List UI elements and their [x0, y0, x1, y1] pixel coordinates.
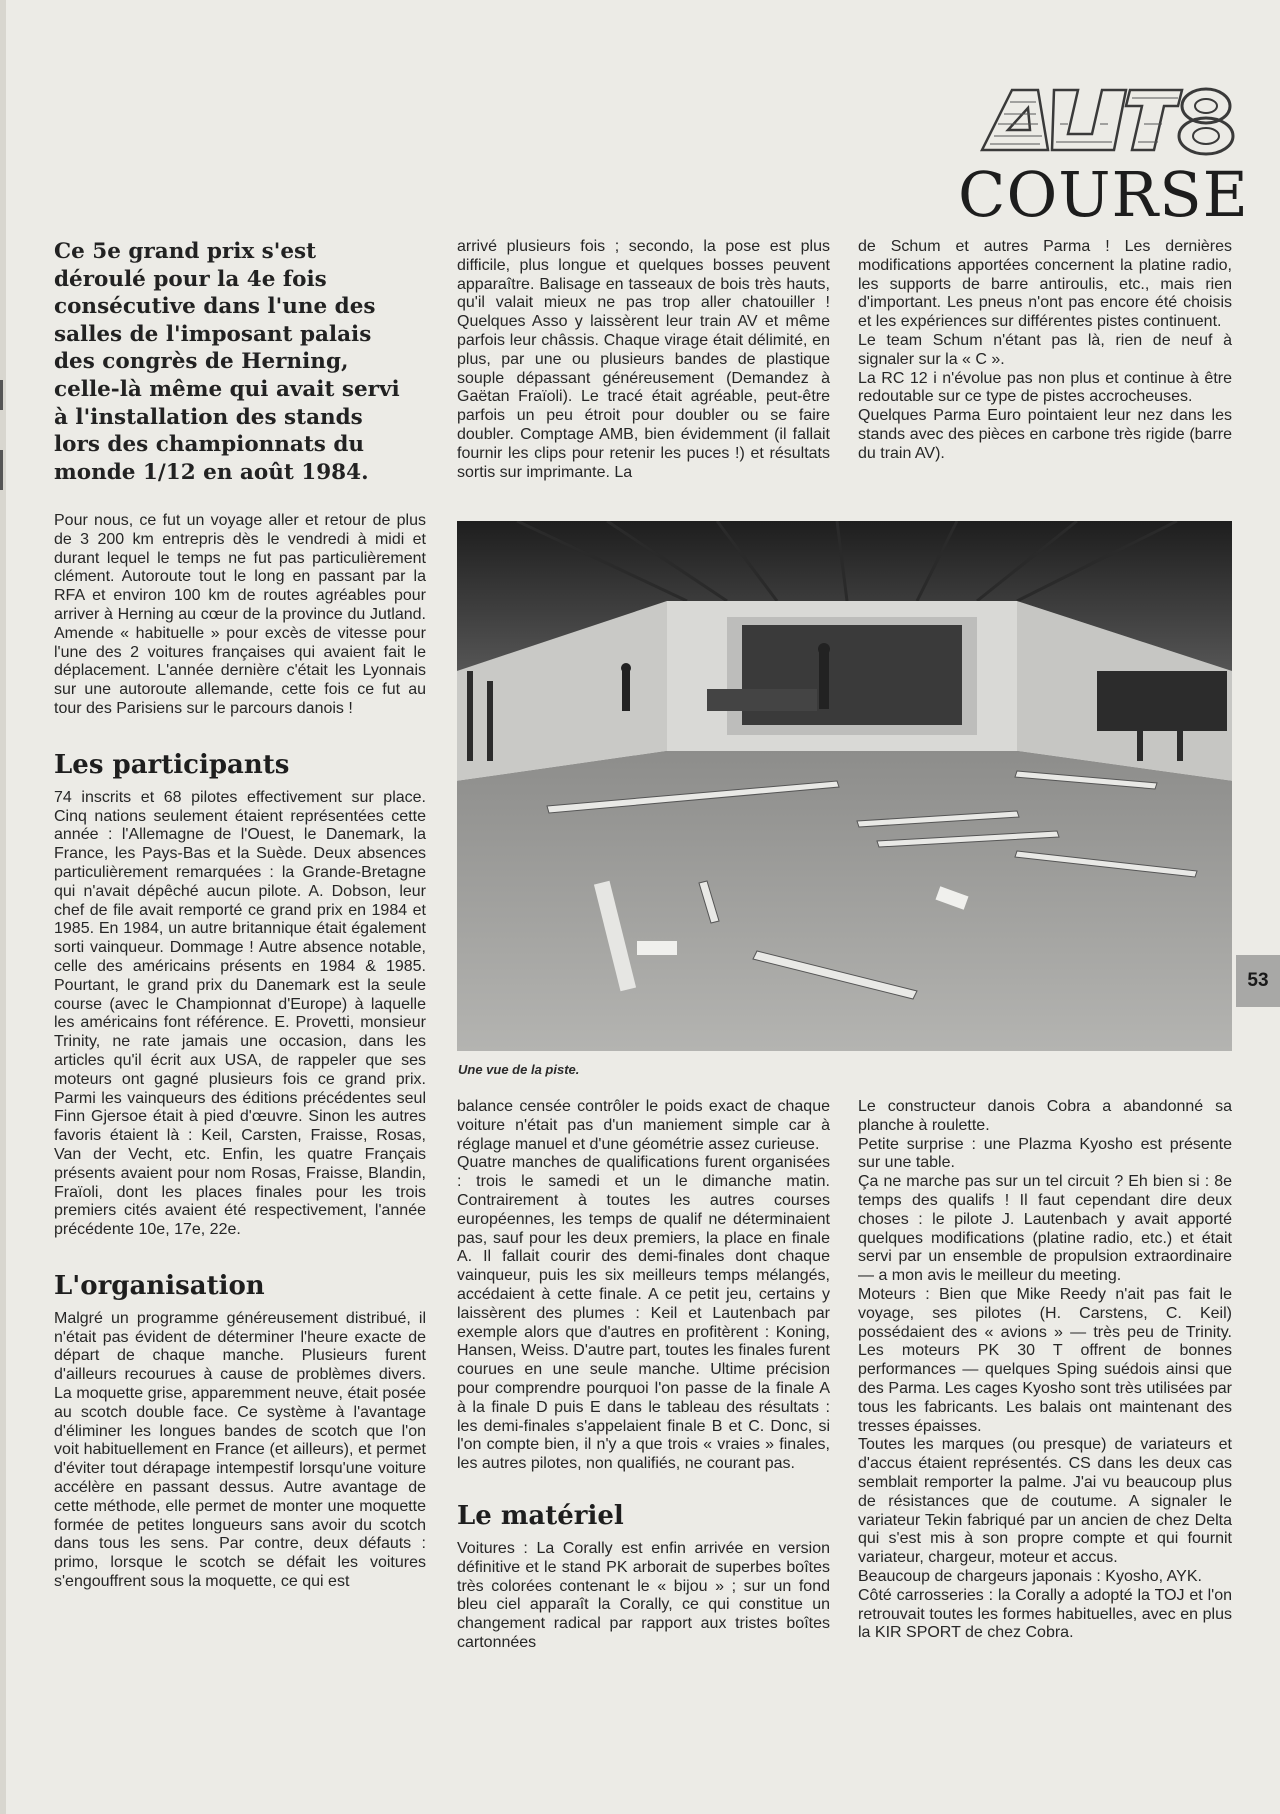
column-middle-paragraph: Quatre manches de qualifications furent organisées : trois le samedi et un le dimanche matin. Contrairement à toutes les autres courses européennes, les temps de qualif ne déterminaient pas, sauf pour les deux premiers, la place en finale A. Il fallait courir des demi-finales dont chaque vainqueur, puis les six meilleurs temps mélangés, accédaient à cette finale. A ce petit jeu, certains y laissèrent des plumes : Keil et Lautenbach par exemple alors que d'autres en profitèrent : Koning, Hansen, Weiss. D'autre part, toutes les finales furent courues en une seule manche. Ultime précision pour comprendre pourquoi l'on passe de la finale A à la finale D puis E dans le tableau des résultats : les demi-finales s'appelaient finale B et C. Donc, si l'on compte bien, il n'y a que trois « vraies » finales, les autres pilotes, non qualifiés, ne courant pas. — [457, 1154, 830, 1473]
lead-line: lors des championnats du — [54, 432, 365, 458]
column-right-top — [858, 238, 1232, 464]
track-photo-graphic — [457, 521, 1232, 1051]
column-right-paragraph: de Schum et autres Parma ! Les dernières modifications apportées concernent la platine radio, les supports de barre antiroulis, etc., mais rien d'important. Les pneus n'ont pas encore été choisis et les expériences sur différentes pistes continuent. — [858, 238, 1232, 331]
lead-line: à l'installation des stands — [54, 404, 363, 430]
organisation-paragraph: Malgré un programme généreusement distribué, il n'était pas évident de déterminer l'heure exacte de départ de chaque manche. Plusieurs furent d'ailleurs recourues à cause de problèmes divers. La moquette grise, apparemment neuve, était posée au scotch double face. Ce système à l'avantage d'éliminer les longues bandes de scotch que l'on voit habituellement en France (et ailleurs), et permet d'éviter tout dérapage intempestif lorsqu'une voiture accélère en passant dessus. Autre avantage de cette méthode, elle permet de monter une moquette formée de petites longueurs sans avoir du scotch dans tous les sens. Par contre, deux défauts : primo, lorsque le scotch se défait les voitures s'engouffrent sous la moquette, ce qui est — [54, 1309, 426, 1591]
binding-mark — [0, 380, 3, 410]
column-right-paragraph: Petite surprise : une Plazma Kyosho est présente sur une table. — [858, 1135, 1232, 1172]
intro-paragraph: Pour nous, ce fut un voyage aller et retour de plus de 3 200 km entrepris dès le vendredi à midi et durant lequel le temps ne fut pas particulièrement clément. Autoroute tout le long en passant par la RFA et environ 100 km de routes agréables pour arriver à Herning au cœur de la province du Jutland. Amende « habituelle » pour excès de vitesse pour l'une des 2 voitures françaises qui avaient fait le déplacement. L'année dernière c'était les Lyonnais sur une autoroute allemande, cette fois ce fut au tour des Parisiens sur le parcours danois ! — [54, 512, 426, 717]
auto8-logo — [968, 84, 1236, 156]
column-middle-top — [457, 238, 830, 482]
lead-paragraph — [54, 238, 404, 486]
lead-line: monde 1/12 en août 1984. — [54, 459, 369, 485]
column-left — [54, 512, 426, 1592]
lead-line: celle-là même qui avait servi — [54, 376, 400, 402]
page-number: 53 — [1236, 955, 1280, 1007]
participants-paragraph: 74 inscrits et 68 pilotes effectivement sur place. Cinq nations seulement étaient représentées cette année : l'Allemagne de l'Ouest, le Danemark, la France, les Pays-Bas et la Suède. Deux absences particulièrement remarquées : la Grande-Bretagne qui n'avait dépêché aucun pilote. A. Dobson, leur chef de file avait remporté ce grand prix en 1984 et 1985. En 1984, un autre britannique était également sorti vainqueur. Dommage ! Autre absence notable, celle des américains présents en 1984 & 1985. Pourtant, le grand prix du Danemark est la seule course (avec le Championnat d'Europe) à laquelle les américains font référence. E. Provetti, monsieur Trinity, ne rate jamais une occasion, dans les articles qu'il écrit aux USA, de rappeler que ses moteurs ont gagné plusieurs fois ce grand prix. Parmi les vainqueurs des éditions précédentes seul Finn Gjersoe était à pied d'œuvre. Sinon les autres favoris étaient là : Keil, Carsten, Fraisse, Rosas, Van der Vecht, etc. Enfin, les quatre Français présents avaient pour nom Rosas, Fraisse, Blandin, Fraïoli, dont les places finales pour les trois premiers cités avaient été respectivement, l'année précédente 10e, 17e, 22e. — [54, 788, 426, 1239]
column-right-paragraph: Moteurs : Bien que Mike Reedy n'ait pas fait le voyage, ses pilotes (H. Carstens, C. Keil) possédaient des « avions » — très peu de Trinity. Les moteurs PK 30 T offrent de bonnes performances — quelques Sping suédois ainsi que des Parma. Les cages Kyosho sont très utilisées par tous les fabricants. Les balais ont maintenant des tresses épaisses. — [858, 1285, 1232, 1435]
materiel-paragraph: Voitures : La Corally est enfin arrivée en version définitive et le stand PK arborait de superbes boîtes très colorées contenant le « bijou » ; sur un fond bleu ciel apparaît la Corally, ce qui constitue un changement radical par rapport aux tristes boîtes cartonnées — [457, 1539, 830, 1651]
column-right-paragraph: Beaucoup de chargeurs japonais : Kyosho, AYK. — [858, 1567, 1202, 1585]
column-right-bottom — [858, 1098, 1232, 1643]
column-right-paragraph: Le constructeur danois Cobra a abandonné sa planche à roulette. — [858, 1098, 1232, 1134]
photo-caption: Une vue de la piste. — [458, 1062, 580, 1077]
lead-line: salles de l'imposant palais — [54, 321, 372, 347]
lead-line: Ce 5e grand prix s'est — [54, 239, 317, 264]
column-middle-top-paragraph: arrivé plusieurs fois ; secondo, la pose est plus difficile, plus longue et quelques bosses peuvent apparaître. Balisage en tasseaux de bois très hauts, qu'il valait mieux ne pas trop aller chatouiller ! Quelques Asso y laissèrent leur train AV et même parfois leur châssis. Chaque virage était délimité, en plus, par une ou plusieurs bandes de plastique souple dépassant généreusement (Demandez à Gaëtan Fraïoli). Le tracé était agréable, peut-être parfois un peu étroit pour doubler ou se faire doubler. Comptage AMB, bien évidemment (il fallait fournir les clips pour retenir les puces !) et résultats sortis sur imprimante. La — [457, 238, 830, 481]
column-right-paragraph: Quelques Parma Euro pointaient leur nez dans les stands avec des pièces en carbone très rigide (barre du train AV). — [858, 407, 1232, 462]
column-middle-paragraph: balance censée contrôler le poids exact de chaque voiture n'était pas d'un maniement simple car à réglage manuel et d'une géométrie assez curieuse. — [457, 1098, 830, 1153]
column-right-paragraph: Ça ne marche pas sur un tel circuit ? Eh bien si : 8e temps des qualifs ! Il faut cependant dire deux choses : le pilote J. Lautenbach y avait apporté quelques modifications (platine radio, etc.) et était servi par un ensemble de propulsion extraordinaire — a mon avis le meilleur du meeting. — [858, 1173, 1232, 1285]
column-right-paragraph: Toutes les marques (ou presque) de variateurs et d'accus étaient représentés. CS dans les deux cas semblait remporter la palme. J'ai vu beaucoup plus de résistances que de coutume. A signaler le variateur Tekin fabriqué par un ancien de chez Delta qui s'est mis à son propre compte et qui fournit variateur, chargeur, moteur et accus. — [858, 1436, 1232, 1567]
organisation-heading: L'organisation — [54, 1270, 265, 1301]
materiel-heading: Le matériel — [457, 1500, 624, 1531]
section-title: COURSE — [958, 158, 1249, 231]
track-photo — [457, 521, 1232, 1051]
auto8-logo-graphic — [968, 84, 1236, 156]
lead-line: consécutive dans l'une des — [54, 294, 376, 320]
participants-heading: Les participants — [54, 749, 290, 780]
binding-mark — [0, 450, 3, 490]
lead-line: déroulé pour la 4e fois — [54, 266, 327, 292]
column-right-paragraph: La RC 12 i n'évolue pas non plus et continue à être redoutable sur ce type de pistes accrocheuses. — [858, 369, 1232, 406]
column-right-paragraph: Côté carrosseries : la Corally a adopté la TOJ et l'on retrouvait toutes les formes habituelles, avec en plus la KIR SPORT de chez Cobra. — [858, 1586, 1232, 1642]
column-right-paragraph: Le team Schum n'étant pas là, rien de neuf à signaler sur la « C ». — [858, 331, 1232, 368]
column-middle-bottom — [457, 1098, 830, 1653]
page-edge — [0, 0, 6, 1814]
lead-line: des congrès de Herning, — [54, 349, 349, 375]
